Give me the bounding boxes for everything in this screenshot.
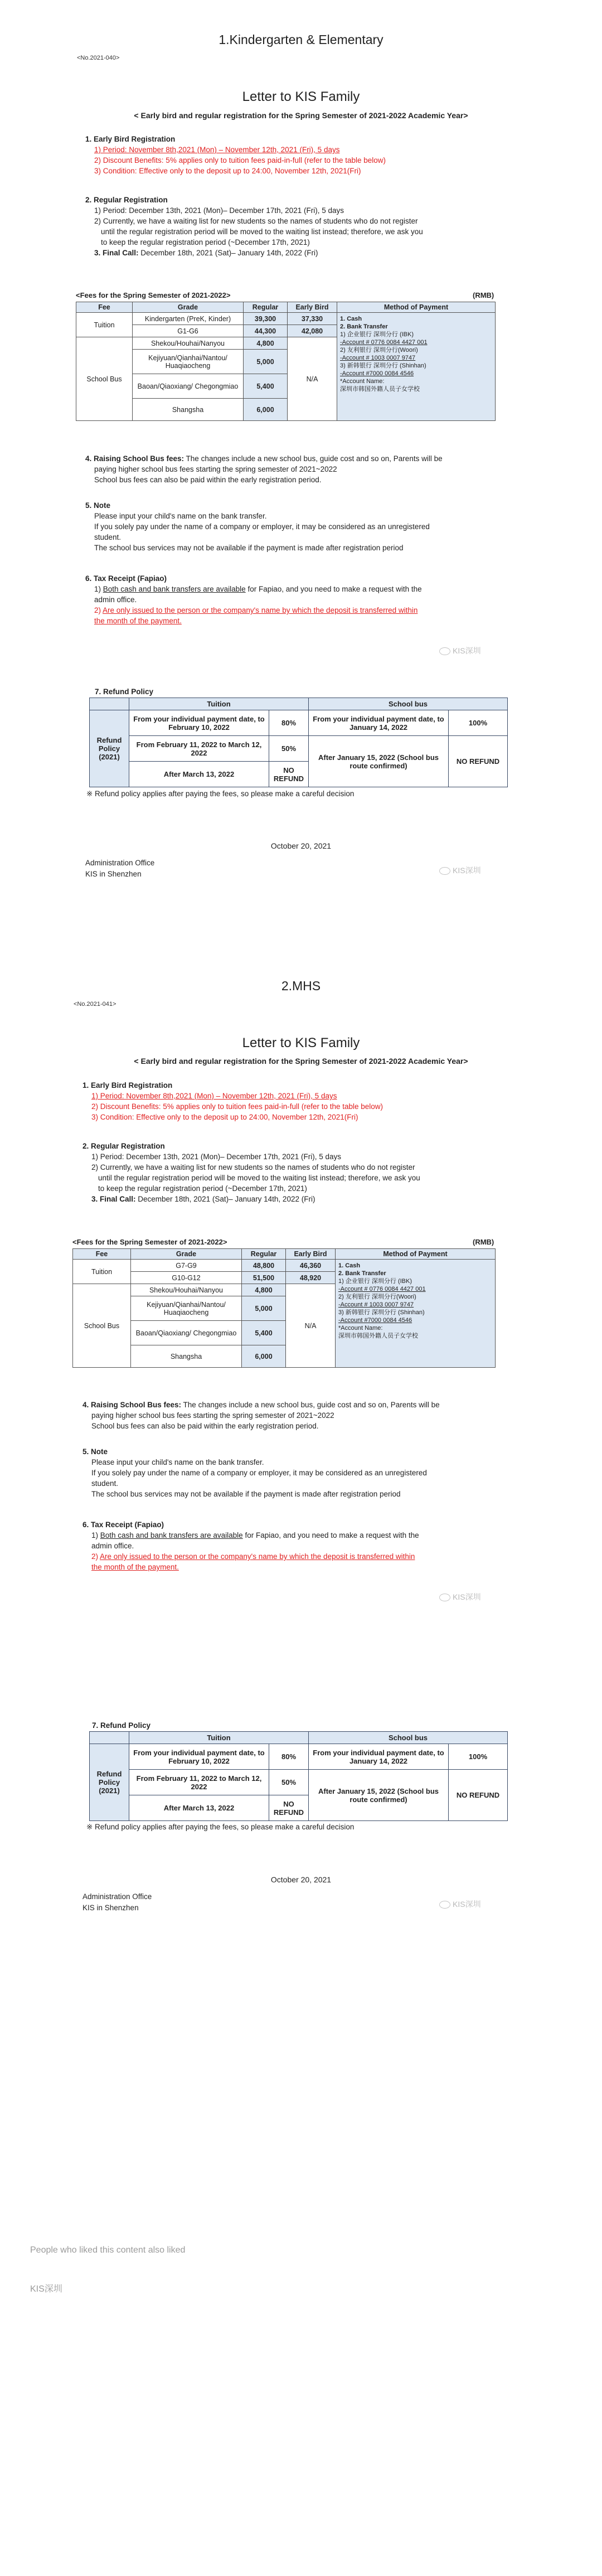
col-fee: Fee xyxy=(73,1249,131,1260)
grade-cell: G10-G12 xyxy=(131,1272,242,1284)
refund-tuition-pct: 80% xyxy=(269,1744,309,1770)
tax-line2-cont: the month of the payment. xyxy=(94,617,182,625)
signature xyxy=(82,1891,152,1914)
watermark-logo-icon xyxy=(439,1594,450,1601)
regular-waiting-1: 2) Currently, we have a waiting list for new students so the names of students who do not register xyxy=(94,217,418,225)
regular-waiting-1: 2) Currently, we have a waiting list for new students so the names of students who do not register xyxy=(91,1163,415,1171)
refund-col-tuition: Tuition xyxy=(129,698,309,710)
refund-tuition-period: From your individual payment date, to February 10, 2022 xyxy=(129,710,269,736)
refund-tuition-period: After March 13, 2022 xyxy=(129,1795,269,1821)
tax-item-number: 1) xyxy=(91,1531,100,1539)
final-call-text: December 18th, 2021 (Sat)– January 14th, 2022 (Fri) xyxy=(135,1195,315,1203)
grade-cell: G1-G6 xyxy=(133,325,244,337)
document-number: <No.2021-040> xyxy=(77,55,120,61)
letter-date: October 20, 2021 xyxy=(270,841,332,850)
fees-caption: <Fees for the Spring Semester of 2021-2022> xyxy=(72,1238,227,1246)
letter-subtitle: < Early bird and regular registration for the Spring Semester of 2021-2022 Academic Year> xyxy=(134,111,468,120)
payment-method-cell xyxy=(336,1260,496,1368)
fees-table xyxy=(76,302,496,421)
tax-heading: 6. Tax Receipt (Fapiao) xyxy=(85,574,167,583)
note-line: Please input your child's name on the bank transfer. xyxy=(94,512,267,520)
refund-table xyxy=(89,698,508,787)
refund-bus-period: From your individual payment date, to January 14, 2022 xyxy=(309,1744,449,1770)
tax-heading: 6. Tax Receipt (Fapiao) xyxy=(82,1521,164,1529)
refund-corner xyxy=(90,698,129,710)
regular-block xyxy=(85,195,531,258)
tax-item-number: 1) xyxy=(94,585,103,593)
watermark-text: KIS深圳 xyxy=(453,866,481,875)
pay-ibk-account: -Account # 0776 0084 4427 001 xyxy=(340,339,428,346)
final-call xyxy=(85,248,531,258)
bus-fees-line2: paying higher school bus fees starting the spring semester of 2021~2022 xyxy=(94,465,337,473)
final-call-text: December 18th, 2021 (Sat)– January 14th, 2022 (Fri) xyxy=(138,249,318,257)
tax-line1-rest: for Fapiao, and you need to make a request with the xyxy=(242,1531,419,1539)
pay-ibk-account: -Account # 0776 0084 4427 001 xyxy=(338,1286,426,1292)
regular-waiting-2: until the regular registration period will be moved to the waiting list instead; therefore, we ask you xyxy=(98,1174,420,1182)
tax-line1-rest: for Fapiao, and you need to make a request with the xyxy=(245,585,422,593)
tax-block xyxy=(82,1519,528,1572)
refund-bus-pct: NO REFUND xyxy=(449,736,508,787)
fee-school-bus: School Bus xyxy=(76,337,133,421)
bus-fees-block xyxy=(85,453,531,485)
regular-cell: 5,000 xyxy=(244,350,288,374)
tax-item-number: 2) xyxy=(94,606,103,614)
related-content-heading: People who liked this content also liked xyxy=(30,2245,186,2255)
col-early-bird: Early Bird xyxy=(288,302,337,313)
grade-cell: Shekou/Houhai/Nanyou xyxy=(133,337,244,350)
pay-account-name: 深圳市韩国外籍人员子女学校 xyxy=(338,1333,418,1339)
note-line: If you solely pay under the name of a company or employer, it may be considered as an unregistered xyxy=(91,1469,427,1477)
regular-cell: 4,800 xyxy=(244,337,288,350)
fees-table xyxy=(72,1248,496,1368)
early-bird-heading: 1. Early Bird Registration xyxy=(85,135,176,143)
refund-bus-period: After January 15, 2022 (School bus route confirmed) xyxy=(309,736,449,787)
watermark-logo-icon xyxy=(439,1901,450,1909)
signature-school: KIS in Shenzhen xyxy=(85,870,142,878)
early-bird-period: 1) Period: November 8th,2021 (Mon) – November 12th, 2021 (Fri), 5 days xyxy=(94,146,340,154)
fee-school-bus: School Bus xyxy=(73,1284,131,1368)
watermark xyxy=(439,1591,481,1602)
early-bird-discount: 2) Discount Benefits: 5% applies only to tuition fees paid-in-full (refer to the table below) xyxy=(94,156,386,164)
bus-fees-heading: 4. Raising School Bus fees: xyxy=(82,1401,182,1409)
note-line: student. xyxy=(91,1479,119,1488)
tax-line2: Are only issued to the person or the company's name by which the deposit is transferred within xyxy=(103,606,418,614)
section-kindergarten-elementary xyxy=(0,0,602,948)
regular-cell: 44,300 xyxy=(244,325,288,337)
early-bird-cell: 46,360 xyxy=(286,1260,336,1272)
section-title: 1.Kindergarten & Elementary xyxy=(219,32,383,47)
refund-heading: 7. Refund Policy xyxy=(95,687,154,696)
final-call xyxy=(82,1194,528,1204)
regular-waiting-3: to keep the regular registration period (~December 17th, 2021) xyxy=(101,238,310,246)
bus-fees-line3: School bus fees can also be paid within the early registration period. xyxy=(94,476,322,484)
bus-fees-line2: paying higher school bus fees starting the spring semester of 2021~2022 xyxy=(91,1411,334,1420)
note-block xyxy=(82,1446,528,1499)
refund-corner xyxy=(90,1732,129,1744)
refund-col-bus: School bus xyxy=(309,698,508,710)
regular-cell: 4,800 xyxy=(242,1284,286,1296)
regular-cell: 6,000 xyxy=(242,1345,286,1368)
pay-cash: 1. Cash xyxy=(338,1262,361,1269)
tax-line1-underlined: Both cash and bank transfers are available xyxy=(103,585,246,593)
pay-account-name-label: *Account Name: xyxy=(338,1325,383,1331)
refund-row-label: Refund Policy (2021) xyxy=(90,1744,129,1821)
refund-bus-period: After January 15, 2022 (School bus route confirmed) xyxy=(309,1770,449,1821)
note-line: student. xyxy=(94,533,122,541)
grade-cell: G7-G9 xyxy=(131,1260,242,1272)
early-bird-block xyxy=(85,134,531,176)
bus-fees-text: The changes include a new school bus, guide cost and so on, Parents will be xyxy=(181,1401,440,1409)
signature-office: Administration Office xyxy=(82,1892,152,1901)
fee-tuition: Tuition xyxy=(73,1260,131,1284)
regular-period: 1) Period: December 13th, 2021 (Mon)– December 17th, 2021 (Fri), 5 days xyxy=(91,1153,341,1161)
regular-cell: 6,000 xyxy=(244,399,288,421)
regular-cell: 51,500 xyxy=(242,1272,286,1284)
signature-office: Administration Office xyxy=(85,859,155,867)
tax-block xyxy=(85,573,531,626)
early-bird-heading: 1. Early Bird Registration xyxy=(82,1081,173,1090)
refund-heading: 7. Refund Policy xyxy=(92,1721,151,1730)
payment-method-cell xyxy=(337,313,496,421)
note-line: The school bus services may not be available if the payment is made after registration period xyxy=(91,1490,401,1498)
note-line: The school bus services may not be available if the payment is made after registration period xyxy=(94,544,404,552)
col-grade: Grade xyxy=(131,1249,242,1260)
fees-unit: (RMB) xyxy=(473,1238,494,1246)
pay-account-name-label: *Account Name: xyxy=(340,378,385,385)
tax-line1-cont: admin office. xyxy=(91,1542,134,1550)
refund-note: ※ Refund policy applies after paying the fees, so please make a careful decision xyxy=(86,1823,355,1831)
final-call-label: 3. Final Call: xyxy=(94,249,139,257)
tax-line1-cont: admin office. xyxy=(94,595,137,604)
bus-fees-text: The changes include a new school bus, guide cost and so on, Parents will be xyxy=(184,454,443,463)
pay-shinhan: 3) 新韩银行 深圳分行 (Shinhan) xyxy=(338,1309,425,1316)
grade-cell: Kejiyuan/Qianhai/Nantou/ Huaqiaocheng xyxy=(131,1296,242,1321)
refund-note: ※ Refund policy applies after paying the fees, so please make a careful decision xyxy=(86,790,355,798)
watermark xyxy=(439,865,481,876)
col-regular: Regular xyxy=(244,302,288,313)
refund-tuition-period: After March 13, 2022 xyxy=(129,762,269,787)
refund-tuition-pct: 50% xyxy=(269,1770,309,1795)
regular-cell: 5,400 xyxy=(244,374,288,399)
grade-cell: Kindergarten (PreK, Kinder) xyxy=(133,313,244,325)
refund-row-label: Refund Policy (2021) xyxy=(90,710,129,787)
grade-cell: Kejiyuan/Qianhai/Nantou/ Huaqiaocheng xyxy=(133,350,244,374)
regular-waiting-2: until the regular registration period will be moved to the waiting list instead; therefore, we ask you xyxy=(101,227,423,236)
watermark xyxy=(439,1899,481,1910)
section-mhs xyxy=(0,979,602,1926)
refund-tuition-pct: 80% xyxy=(269,710,309,736)
col-early-bird: Early Bird xyxy=(286,1249,336,1260)
regular-period: 1) Period: December 13th, 2021 (Mon)– December 17th, 2021 (Fri), 5 days xyxy=(94,206,344,215)
document-number: <No.2021-041> xyxy=(74,1001,116,1008)
letter-title: Letter to KIS Family xyxy=(242,1035,360,1050)
grade-cell: Baoan/Qiaoxiang/ Chegongmiao xyxy=(133,374,244,399)
pay-bank: 2. Bank Transfer xyxy=(340,323,388,330)
early-bird-cell: 37,330 xyxy=(288,313,337,325)
early-bird-period: 1) Period: November 8th,2021 (Mon) – November 12th, 2021 (Fri), 5 days xyxy=(91,1092,337,1100)
letter-title: Letter to KIS Family xyxy=(242,89,360,104)
col-grade: Grade xyxy=(133,302,244,313)
pay-woori: 2) 友利银行 深圳分行(Woori) xyxy=(338,1294,416,1300)
tax-line2-cont: the month of the payment. xyxy=(91,1563,179,1571)
regular-waiting-3: to keep the regular registration period (~December 17th, 2021) xyxy=(98,1184,307,1193)
signature xyxy=(85,858,154,880)
watermark-text: KIS深圳 xyxy=(453,1592,481,1601)
early-bird-na: N/A xyxy=(288,337,337,421)
refund-tuition-pct: 50% xyxy=(269,736,309,762)
watermark-logo-icon xyxy=(439,867,450,875)
pay-bank: 2. Bank Transfer xyxy=(338,1270,386,1277)
refund-table xyxy=(89,1731,508,1821)
refund-bus-period: From your individual payment date, to January 14, 2022 xyxy=(309,710,449,736)
refund-tuition-period: From February 11, 2022 to March 12, 2022 xyxy=(129,1770,269,1795)
fees-unit: (RMB) xyxy=(473,291,494,299)
pay-woori: 2) 友利银行 深圳分行(Woori) xyxy=(340,347,418,354)
grade-cell: Shangsha xyxy=(131,1345,242,1368)
early-bird-cell: 48,920 xyxy=(286,1272,336,1284)
early-bird-block xyxy=(82,1080,528,1122)
refund-tuition-pct: NO REFUND xyxy=(269,762,309,787)
section-title: 2.MHS xyxy=(281,979,321,993)
pay-account-name: 深圳市韩国外籍人员子女学校 xyxy=(340,386,420,393)
note-line: If you solely pay under the name of a company or employer, it may be considered as an unregistered xyxy=(94,522,430,531)
note-heading: 5. Note xyxy=(82,1447,108,1456)
fees-caption: <Fees for the Spring Semester of 2021-2022> xyxy=(76,291,231,299)
note-heading: 5. Note xyxy=(85,501,111,510)
refund-bus-pct: 100% xyxy=(449,710,508,736)
bus-fees-heading: 4. Raising School Bus fees: xyxy=(85,454,185,463)
col-regular: Regular xyxy=(242,1249,286,1260)
refund-bus-pct: NO REFUND xyxy=(449,1770,508,1821)
regular-heading: 2. Regular Registration xyxy=(85,196,168,204)
bus-fees-block xyxy=(82,1400,528,1431)
regular-cell: 48,800 xyxy=(242,1260,286,1272)
bus-fees-line3: School bus fees can also be paid within the early registration period. xyxy=(91,1422,319,1430)
final-call-label: 3. Final Call: xyxy=(91,1195,136,1203)
refund-tuition-period: From your individual payment date, to February 10, 2022 xyxy=(129,1744,269,1770)
refund-bus-pct: 100% xyxy=(449,1744,508,1770)
watermark-logo-icon xyxy=(439,647,450,655)
col-method: Method of Payment xyxy=(336,1249,496,1260)
watermark-text: KIS深圳 xyxy=(453,646,481,655)
grade-cell: Baoan/Qiaoxiang/ Chegongmiao xyxy=(131,1321,242,1345)
pay-shinhan: 3) 新韩银行 深圳分行 (Shinhan) xyxy=(340,362,426,369)
early-bird-condition: 3) Condition: Effective only to the deposit up to 24:00, November 12th, 2021(Fri) xyxy=(91,1113,358,1121)
pay-ibk: 1) 企业银行 深圳分行 (IBK) xyxy=(340,331,414,338)
refund-col-bus: School bus xyxy=(309,1732,508,1744)
related-account-link[interactable]: KIS深圳 xyxy=(30,2284,62,2294)
early-bird-na: N/A xyxy=(286,1284,336,1368)
letter-date: October 20, 2021 xyxy=(270,1875,332,1884)
note-line: Please input your child's name on the bank transfer. xyxy=(91,1458,264,1466)
refund-col-tuition: Tuition xyxy=(129,1732,309,1744)
tax-line2: Are only issued to the person or the company's name by which the deposit is transferred within xyxy=(100,1552,415,1561)
refund-tuition-pct: NO REFUND xyxy=(269,1795,309,1821)
watermark xyxy=(439,645,481,656)
watermark-text: KIS深圳 xyxy=(453,1900,481,1909)
tax-item-number: 2) xyxy=(91,1552,100,1561)
regular-heading: 2. Regular Registration xyxy=(82,1142,165,1150)
regular-cell: 5,000 xyxy=(242,1296,286,1321)
pay-shinhan-account: -Account #7000 0084 4546 xyxy=(340,370,414,377)
early-bird-condition: 3) Condition: Effective only to the deposit up to 24:00, November 12th, 2021(Fri) xyxy=(94,167,361,175)
regular-block xyxy=(82,1141,528,1204)
signature-school: KIS in Shenzhen xyxy=(82,1904,139,1912)
early-bird-cell: 42,080 xyxy=(288,325,337,337)
pay-woori-account: -Account # 1003 0007 9747 xyxy=(340,355,416,361)
pay-woori-account: -Account # 1003 0007 9747 xyxy=(338,1301,414,1308)
pay-shinhan-account: -Account #7000 0084 4546 xyxy=(338,1317,412,1324)
note-block xyxy=(85,500,531,553)
col-method: Method of Payment xyxy=(337,302,496,313)
grade-cell: Shangsha xyxy=(133,399,244,421)
early-bird-discount: 2) Discount Benefits: 5% applies only to tuition fees paid-in-full (refer to the table below) xyxy=(91,1102,383,1111)
regular-cell: 5,400 xyxy=(242,1321,286,1345)
letter-subtitle: < Early bird and regular registration for the Spring Semester of 2021-2022 Academic Year> xyxy=(134,1057,468,1066)
fee-tuition: Tuition xyxy=(76,313,133,337)
refund-tuition-period: From February 11, 2022 to March 12, 2022 xyxy=(129,736,269,762)
pay-ibk: 1) 企业银行 深圳分行 (IBK) xyxy=(338,1278,412,1285)
col-fee: Fee xyxy=(76,302,133,313)
pay-cash: 1. Cash xyxy=(340,316,362,322)
grade-cell: Shekou/Houhai/Nanyou xyxy=(131,1284,242,1296)
tax-line1-underlined: Both cash and bank transfers are available xyxy=(100,1531,243,1539)
regular-cell: 39,300 xyxy=(244,313,288,325)
